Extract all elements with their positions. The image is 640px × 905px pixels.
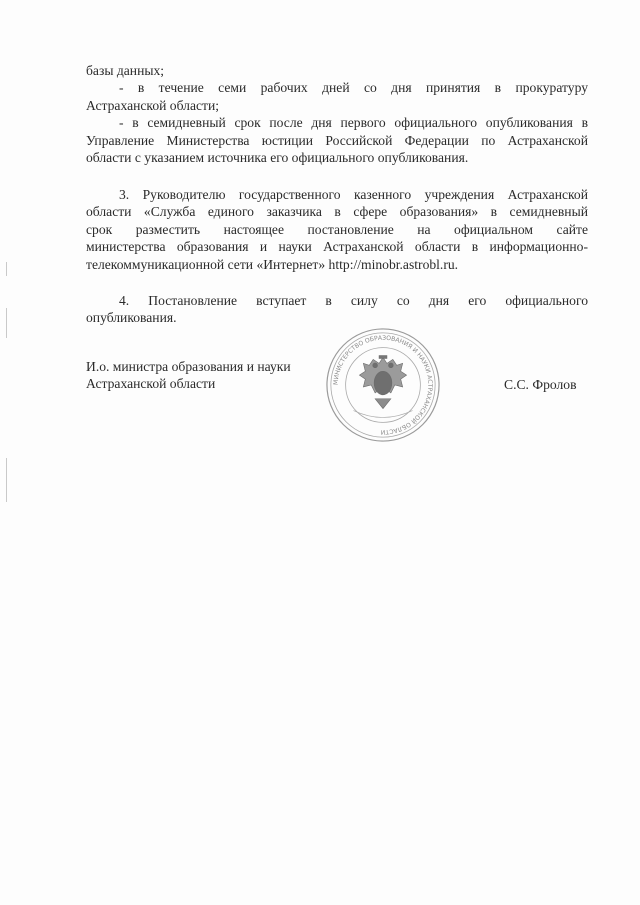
- text-line: Управление Министерства юстиции Российской Федерации по Астраханской: [86, 132, 588, 148]
- seal-ring-text: МИНИСТЕРСТВО ОБРАЗОВАНИЯ И НАУКИ АСТРАХАНСКОЙ ОБЛАСТИ: [332, 334, 434, 436]
- text-line: министерства образования и науки Астраханской области в информационно-: [86, 239, 588, 255]
- text-line: срок разместить настоящее постановление на официальном сайте: [86, 221, 588, 237]
- signatory-name: С.С. Фролов: [504, 377, 577, 392]
- text-line: - в течение семи рабочих дней со дня принятия в прокуратуру: [119, 80, 588, 96]
- paragraph-publication-terms: [86, 62, 588, 166]
- signature-position-line: Астраханской области: [86, 376, 216, 392]
- scan-artifact: [6, 308, 7, 338]
- text-line: базы данных;: [86, 63, 165, 78]
- scan-artifact: [6, 458, 7, 502]
- text-line: - в семидневный срок после дня первого официального опубликования в: [119, 115, 588, 131]
- text-line: Астраханской области;: [86, 97, 220, 113]
- paragraph-4: [86, 292, 588, 327]
- text-line: 4. Постановление вступает в силу со дня его официального: [119, 293, 588, 308]
- signature-position: [86, 358, 291, 393]
- scan-artifact: [6, 262, 7, 276]
- text-line: опубликования.: [86, 310, 177, 326]
- paragraph-3: [86, 186, 588, 273]
- text-line: телекоммуникационной сети «Интернет» http://minobr.astrobl.ru.: [86, 256, 459, 272]
- coat-of-arms-icon: [359, 356, 406, 409]
- official-seal: [324, 326, 442, 444]
- text-line: области «Служба единого заказчика в сфере образования» в семидневный: [86, 204, 588, 220]
- text-line: области с указанием источника его официального опубликования.: [86, 150, 469, 166]
- text-line: 3. Руководителю государственного казенного учреждения Астраханской: [119, 187, 588, 202]
- signature-position-line: И.о. министра образования и науки: [86, 359, 291, 374]
